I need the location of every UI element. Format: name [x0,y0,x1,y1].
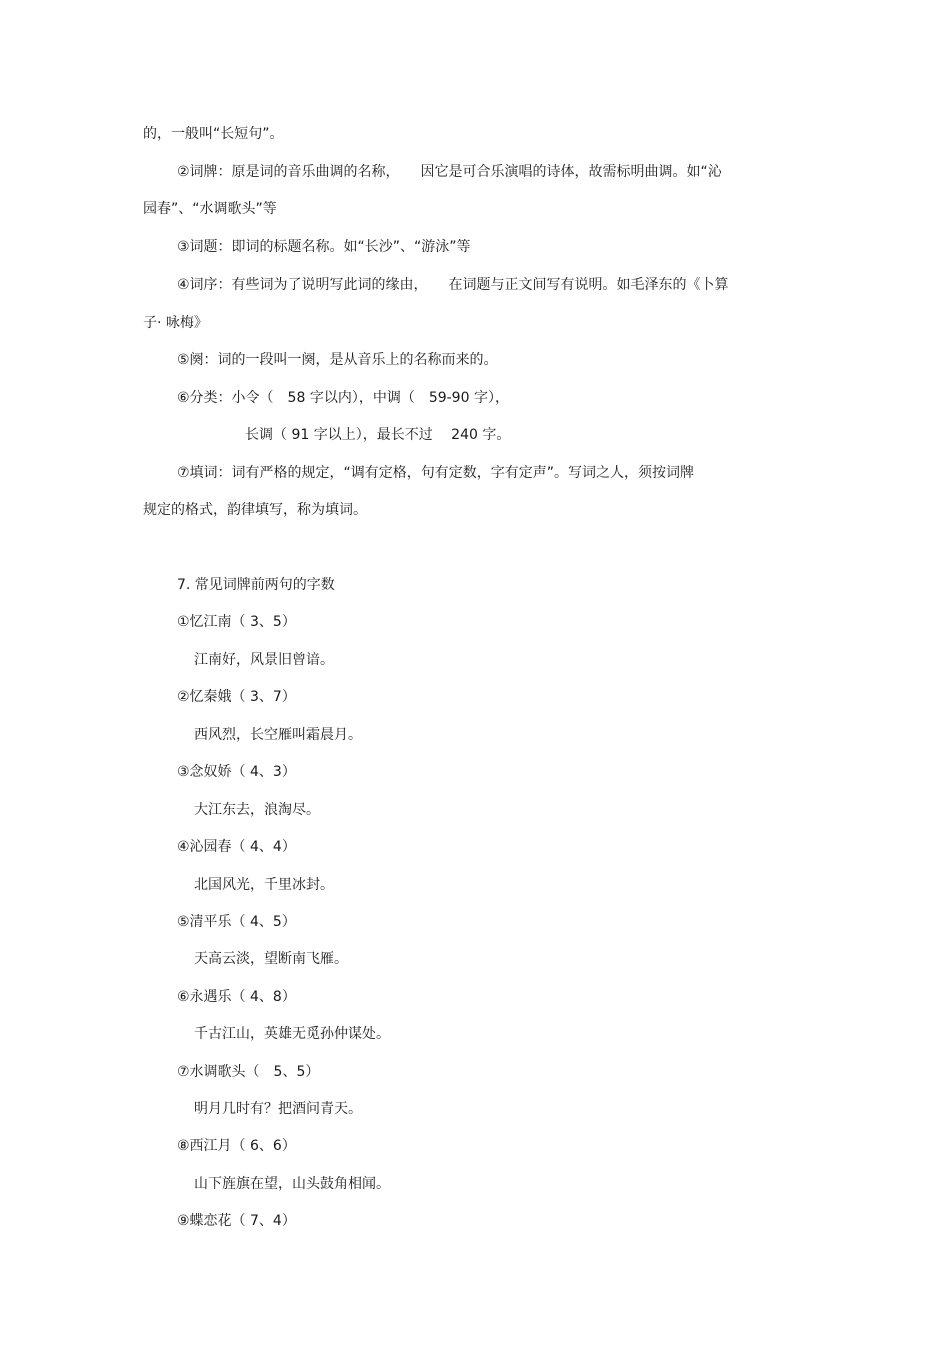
cipai-item-title: ⑥永遇乐（ 4、8） [177,989,296,1005]
cipai-item-title: ⑤清平乐（ 4、5） [177,914,296,930]
cipai-item-example: 千古江山，英雄无觅孙仲谋处。 [194,1026,390,1042]
cixu-line-2: 子· 咏梅》 [143,315,208,331]
cipai-item-title: ③念奴娇（ 4、3） [177,764,296,780]
tianci-line-1: ⑦填词：词有严格的规定，“调有定格，句有定数，字有定声”。写词之人，须按词牌 [177,465,695,481]
cipai-item-example: 明月几时有？把酒问青天。 [194,1101,362,1117]
cipai-item-example: 西风烈，长空雁叫霜晨月。 [194,727,362,743]
cipai-line-2: 园春”、“水调歌头”等 [143,201,277,217]
cipai-line-1: ②词牌：原是词的音乐曲调的名称， 因它是可合乐演唱的诗体，故需标明曲调。如“沁 [177,164,722,180]
cipai-item-title: ⑦水调歌头（ 5、5） [177,1064,320,1080]
cipai-item-title: ⑨蝶恋花（ 7、4） [177,1213,296,1229]
continuation-line: 的，一般叫“长短句”。 [143,126,284,142]
cipai-item-title: ④沁园春（ 4、4） [177,839,296,855]
cipai-item-title: ⑧西江月（ 6、6） [177,1138,296,1154]
cipai-item-example: 北国风光，千里冰封。 [194,877,334,893]
tianci-line-2: 规定的格式，韵律填写，称为填词。 [143,502,367,518]
cipai-item-example: 山下旌旗在望，山头鼓角相闻。 [194,1176,390,1192]
cipai-item-example: 天高云淡，望断南飞雁。 [194,951,348,967]
cipai-item-example: 江南好，风景旧曾谙。 [194,652,334,668]
que-line: ⑤阕：词的一段叫一阕，是从音乐上的名称而来的。 [177,352,498,368]
cipai-item-example: 大江东去，浪淘尽。 [194,802,320,818]
cipai-item-title: ②忆秦娥（ 3、7） [177,689,296,705]
section-7-heading: 7. 常见词牌前两句的字数 [177,577,335,593]
cixu-line-1: ④词序：有些词为了说明写此词的缘由， 在词题与正文间写有说明。如毛泽东的《卜算 [177,277,729,293]
fenlei-line-2: 长调（ 91 字以上），最长不过 240 字。 [245,427,511,443]
cipai-item-title: ①忆江南（ 3、5） [177,614,296,630]
citi-line: ③词题：即词的标题名称。如“长沙”、“游泳”等 [177,239,471,255]
fenlei-line-1: ⑥分类：小令（ 58 字以内），中调（ 59-90 字）， [177,390,509,406]
